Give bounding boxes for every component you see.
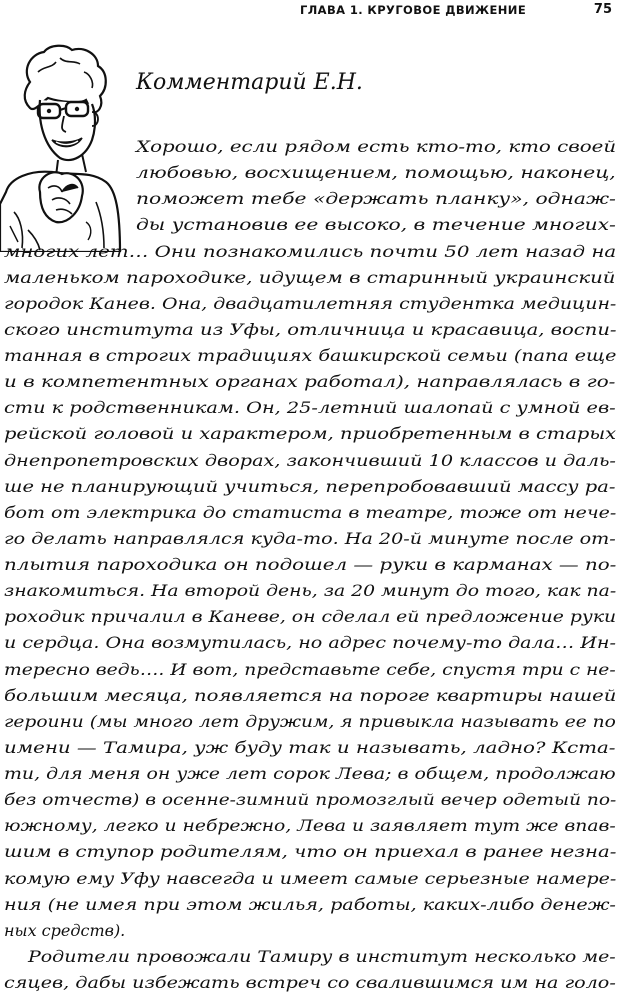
text-line: знакомиться. На второй день, за 20 минут до того, как па- — [4, 581, 617, 600]
text-line: городок Канев. Она, двадцатилетняя студентка медицин- — [4, 294, 617, 313]
text-line: Хорошо, если рядом есть кто-то, кто своей — [136, 137, 617, 156]
text-line: героини (мы много лет дружим, я привыкла называть ее по — [4, 712, 616, 731]
text-line: ти, для меня он уже лет сорок Лева; в общем, продолжаю — [4, 764, 616, 783]
text-line: многих лет… Они познакомились почти 50 лет назад на — [4, 242, 617, 261]
text-line: и сердца. Она возмутилась, но адрес почему-то дала… Ин- — [4, 633, 616, 652]
text-line: го делать направлялся куда-то. На 20-й минуте после от- — [4, 529, 616, 548]
text-line: тересно ведь…. И вот, представьте себе, спустя три с не- — [4, 660, 616, 679]
text-line: Родители провожали Тамиру в институт несколько ме- — [28, 947, 616, 966]
portrait-illustration — [0, 42, 124, 252]
text-line: ского института из Уфы, отличница и красавица, воспи- — [4, 320, 617, 339]
text-line: сяцев, дабы избежать встреч со свалившимся им на голо- — [4, 973, 616, 992]
text-line: танная в строгих традициях башкирской семьи (папа еще — [4, 346, 617, 365]
text-line: днепропетровских дворах, закончивший 10 классов и даль- — [4, 451, 616, 470]
text-line: маленьком пароходике, идущем в старинный украинский — [4, 268, 616, 287]
text-line: ния (не имея при этом жилья, работы, каких-либо денеж- — [4, 895, 616, 914]
text-line: ды установив ее высоко, в течение многих- — [136, 215, 616, 234]
page-number: 75 — [593, 2, 612, 17]
text-line: роходик причалил в Каневе, он сделал ей предложение руки — [4, 607, 617, 626]
text-line: сти к родственникам. Он, 25-летний шалопай с умной ев- — [4, 398, 616, 417]
text-line: имени — Тамира, уж буду так и называть, ладно? Кста- — [4, 738, 616, 757]
text-line: комую ему Уфу навсегда и имеет самые серьезные намере- — [4, 869, 617, 888]
text-line: поможет тебе «держать планку», однаж- — [136, 189, 616, 208]
text-line: без отчеств) в осенне-зимний промозглый вечер одетый по- — [4, 790, 617, 809]
text-line: шим в ступор родителям, что он приехал в ранее незна- — [4, 842, 617, 861]
text-line: ных средств). — [4, 921, 126, 940]
running-head: ГЛАВА 1. КРУГОВОЕ ДВИЖЕНИЕ — [300, 3, 527, 17]
text-line: любовью, восхищением, помощью, наконец, — [136, 163, 616, 182]
text-line: плытия пароходика он подошел — руки в карманах — по- — [4, 555, 617, 574]
text-line: рейской головой и характером, приобретенным в старых — [4, 424, 617, 443]
text-line: и в компетентных органах работал), направлялась в го- — [4, 372, 616, 391]
text-line: ше не планирующий учиться, перепробовавший массу ра- — [4, 477, 616, 496]
text-line: большим месяца, появляется на пороге квартиры нашей — [4, 686, 617, 705]
text-line: бот от электрика до статиста в театре, тоже от нече- — [4, 503, 617, 522]
comment-title: Комментарий Е.Н. — [136, 70, 363, 95]
text-line: южному, легко и небрежно, Лева и заявляет тут же впав- — [4, 816, 616, 835]
